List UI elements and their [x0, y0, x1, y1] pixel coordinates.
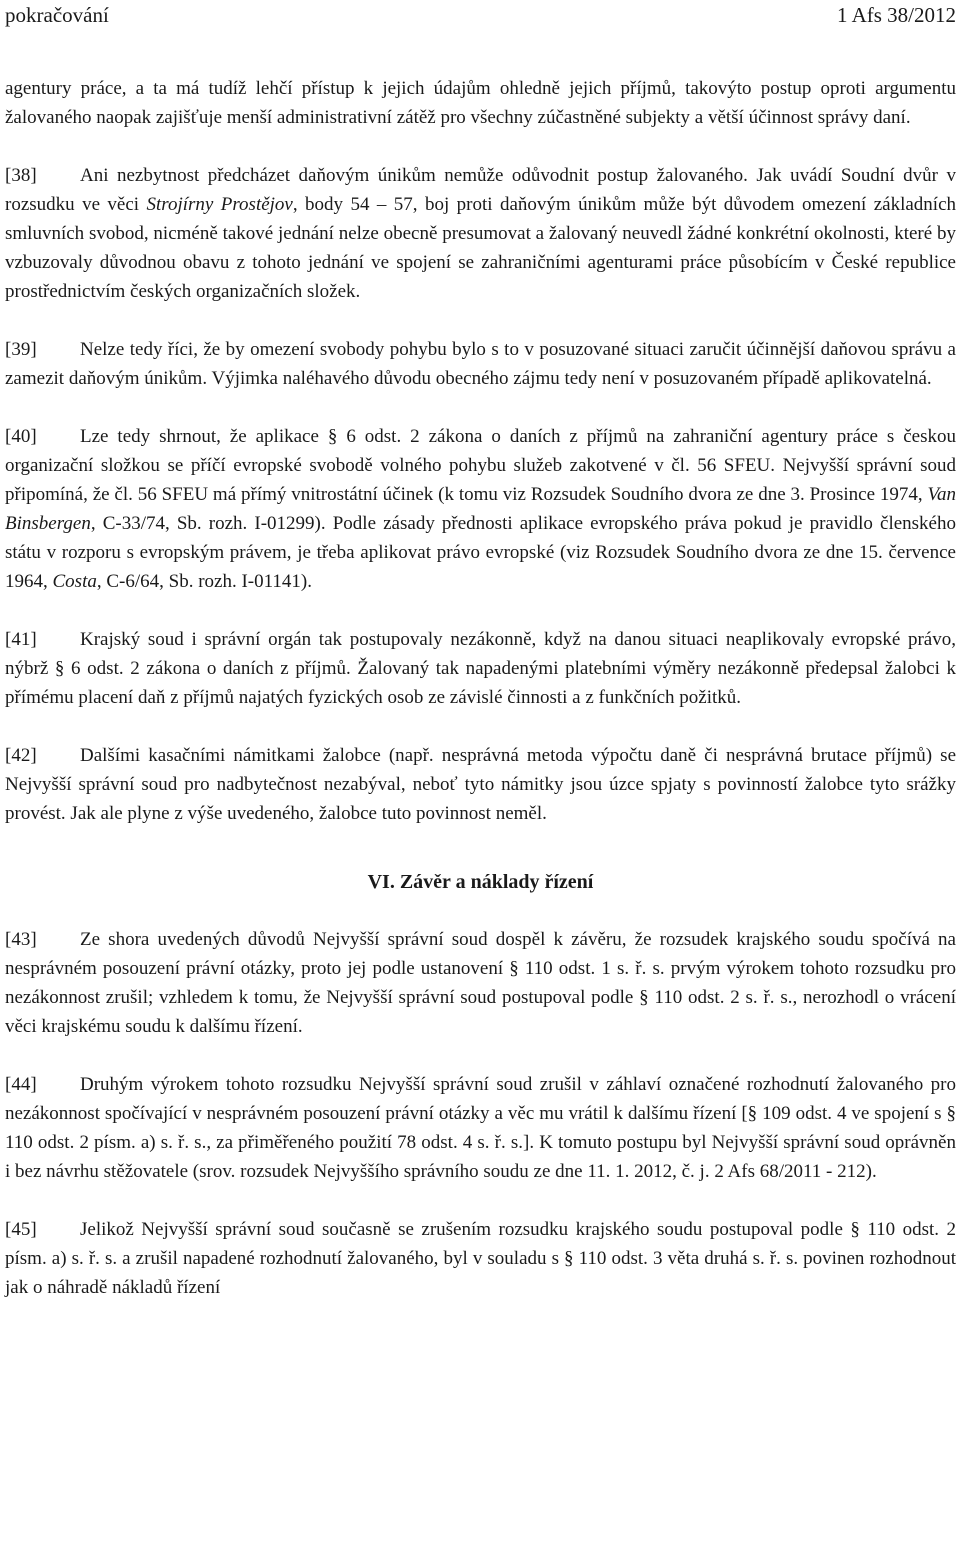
- paragraph-42: [5, 741, 956, 828]
- paragraph-43: [5, 925, 956, 1041]
- paragraph-number: [45]: [5, 1219, 37, 1240]
- paragraph-text: Druhým výrokem tohoto rozsudku Nejvyšší správní soud zrušil v záhlaví označené rozhodnutí žalovaného pro nezákonnost spočívající v nesprávném posouzení právní otázky a věc mu vrátil k dalšímu řízení [§ 109 odst. 4 ve spojení s § 110 odst. 2 písm. a) s. ř. s., za přiměřeného použití 78 odst. 4 s. ř. s.]. K tomuto postupu byl Nejvyšší správní soud oprávněn i bez návrhu stěžovatele (srov. rozsudek Nejvyššího správního soudu ze dne 11. 1. 2012, č. j. 2 Afs 68/2011 - 212).: [5, 1074, 956, 1182]
- case-name: Strojírny Prostějov: [146, 194, 293, 215]
- paragraph-text: Krajský soud i správní orgán tak postupovaly nezákonně, když na danou situaci neaplikovaly evropské právo, nýbrž § 6 odst. 2 zákona o daních z příjmů. Žalovaný tak napadenými platebními výměry nezákonně předepsal žalobci k přímému placení daň z příjmů najatých fyzických osob ze závislé činnosti a z funkčních požitků.: [5, 629, 956, 708]
- paragraph-number: [42]: [5, 745, 37, 766]
- paragraph-number: [43]: [5, 929, 37, 950]
- paragraph-number: [38]: [5, 165, 37, 186]
- paragraph-38: [5, 161, 956, 306]
- paragraph-number: [41]: [5, 629, 37, 650]
- paragraph-40: [5, 422, 956, 596]
- paragraph-41: [5, 625, 956, 712]
- paragraph-39: [5, 335, 956, 393]
- paragraph-text: , C-6/64, Sb. rozh. I-01141).: [96, 571, 312, 592]
- paragraph-text: Ze shora uvedených důvodů Nejvyšší správní soud dospěl k závěru, že rozsudek krajského soudu spočívá na nesprávném posouzení právní otázky, proto jej podle ustanovení § 110 odst. 1 s. ř. s. prvým výrokem tohoto rozsudku pro nezákonnost zrušil; vzhledem k tomu, že Nejvyšší správní soud postupoval podle § 110 odst. 2 s. ř. s., nerozhodl o vrácení věci krajskému soudu k dalšímu řízení.: [5, 929, 956, 1037]
- case-name: Van Binsbergen: [5, 484, 956, 534]
- paragraph-continuation: agentury práce, a ta má tudíž lehčí přístup k jejich údajům ohledně jejich příjmů, takovýto postup oproti argumentu žalovaného naopak zajišťuje menší administrativní zátěž pro všechny zúčastněné subjekty a větší účinnost správy daní.: [5, 78, 956, 128]
- document-body: [5, 74, 956, 1302]
- page-header: [5, 0, 956, 30]
- paragraph-text: , body 54 – 57, boj proti daňovým únikům může být důvodem omezení základních smluvních svobod, nicméně takové jednání nelze obecně presumovat a žalovaný neuvedl žádné konkrétní okolnosti, které by vzbuzovaly důvodnou obavu z tohoto jednání ve spojení se zahraničními agenturami práce působícím v České republice prostřednictvím českých organizačních složek.: [5, 194, 957, 302]
- paragraph-number: [40]: [5, 426, 37, 447]
- paragraph-number: [39]: [5, 339, 37, 360]
- paragraph-text: Lze tedy shrnout, že aplikace § 6 odst. 2 zákona o daních z příjmů na zahraniční agentury práce s českou organizační složkou se příčí evropské svobodě volného pohybu služeb zakotvené v čl. 56 SFEU. Nejvyšší správní soud připomíná, že čl. 56 SFEU má přímý vnitrostátní účinek (k tomu viz Rozsudek Soudního dvora ze dne 3. Prosince 1974,: [5, 426, 956, 505]
- paragraph-text: Nelze tedy říci, že by omezení svobody pohybu bylo s to v posuzované situaci zaručit účinnější daňovou správu a zamezit daňovým únikům. Výjimka naléhavého důvodu obecného zájmu tedy není v posuzovaném případě aplikovatelná.: [5, 339, 956, 389]
- paragraph-text: Ani nezbytnost předcházet daňovým únikům nemůže odůvodnit postup žalovaného. Jak uvádí Soudní dvůr v rozsudku ve věci: [5, 165, 956, 215]
- paragraph-text: , C-33/74, Sb. rozh. I-01299). Podle zásady přednosti aplikace evropského práva pokud je pravidlo členského státu v rozporu s evropským právem, je třeba aplikovat právo evropské (viz Rozsudek Soudního dvora ze dne 15. července 1964,: [5, 513, 956, 592]
- paragraph-45: [5, 1215, 956, 1302]
- section-heading: VI. Závěr a náklady řízení: [367, 871, 594, 893]
- paragraph-number: [44]: [5, 1074, 37, 1095]
- header-case-number: 1 Afs 38/2012: [836, 3, 956, 27]
- paragraph-44: [5, 1070, 956, 1186]
- case-name: Costa: [52, 571, 97, 592]
- document-page: [5, 0, 956, 1331]
- header-continuation-label: pokračování: [5, 3, 109, 27]
- paragraph-text: Jelikož Nejvyšší správní soud současně se zrušením rozsudku krajského soudu postupoval podle § 110 odst. 2 písm. a) s. ř. s. a zrušil napadené rozhodnutí žalovaného, byl v souladu s § 110 odst. 3 věta druhá s. ř. s. povinen rozhodnout jak o náhradě nákladů řízení: [5, 1219, 956, 1298]
- paragraph-text: Dalšími kasačními námitkami žalobce (např. nesprávná metoda výpočtu daně či nesprávná brutace příjmů) se Nejvyšší správní soud pro nadbytečnost nezabýval, neboť tyto námitky jsou úzce spjaty s povinností žalobce tyto srážky provést. Jak ale plyne z výše uvedeného, žalobce tuto povinnost neměl.: [5, 745, 956, 824]
